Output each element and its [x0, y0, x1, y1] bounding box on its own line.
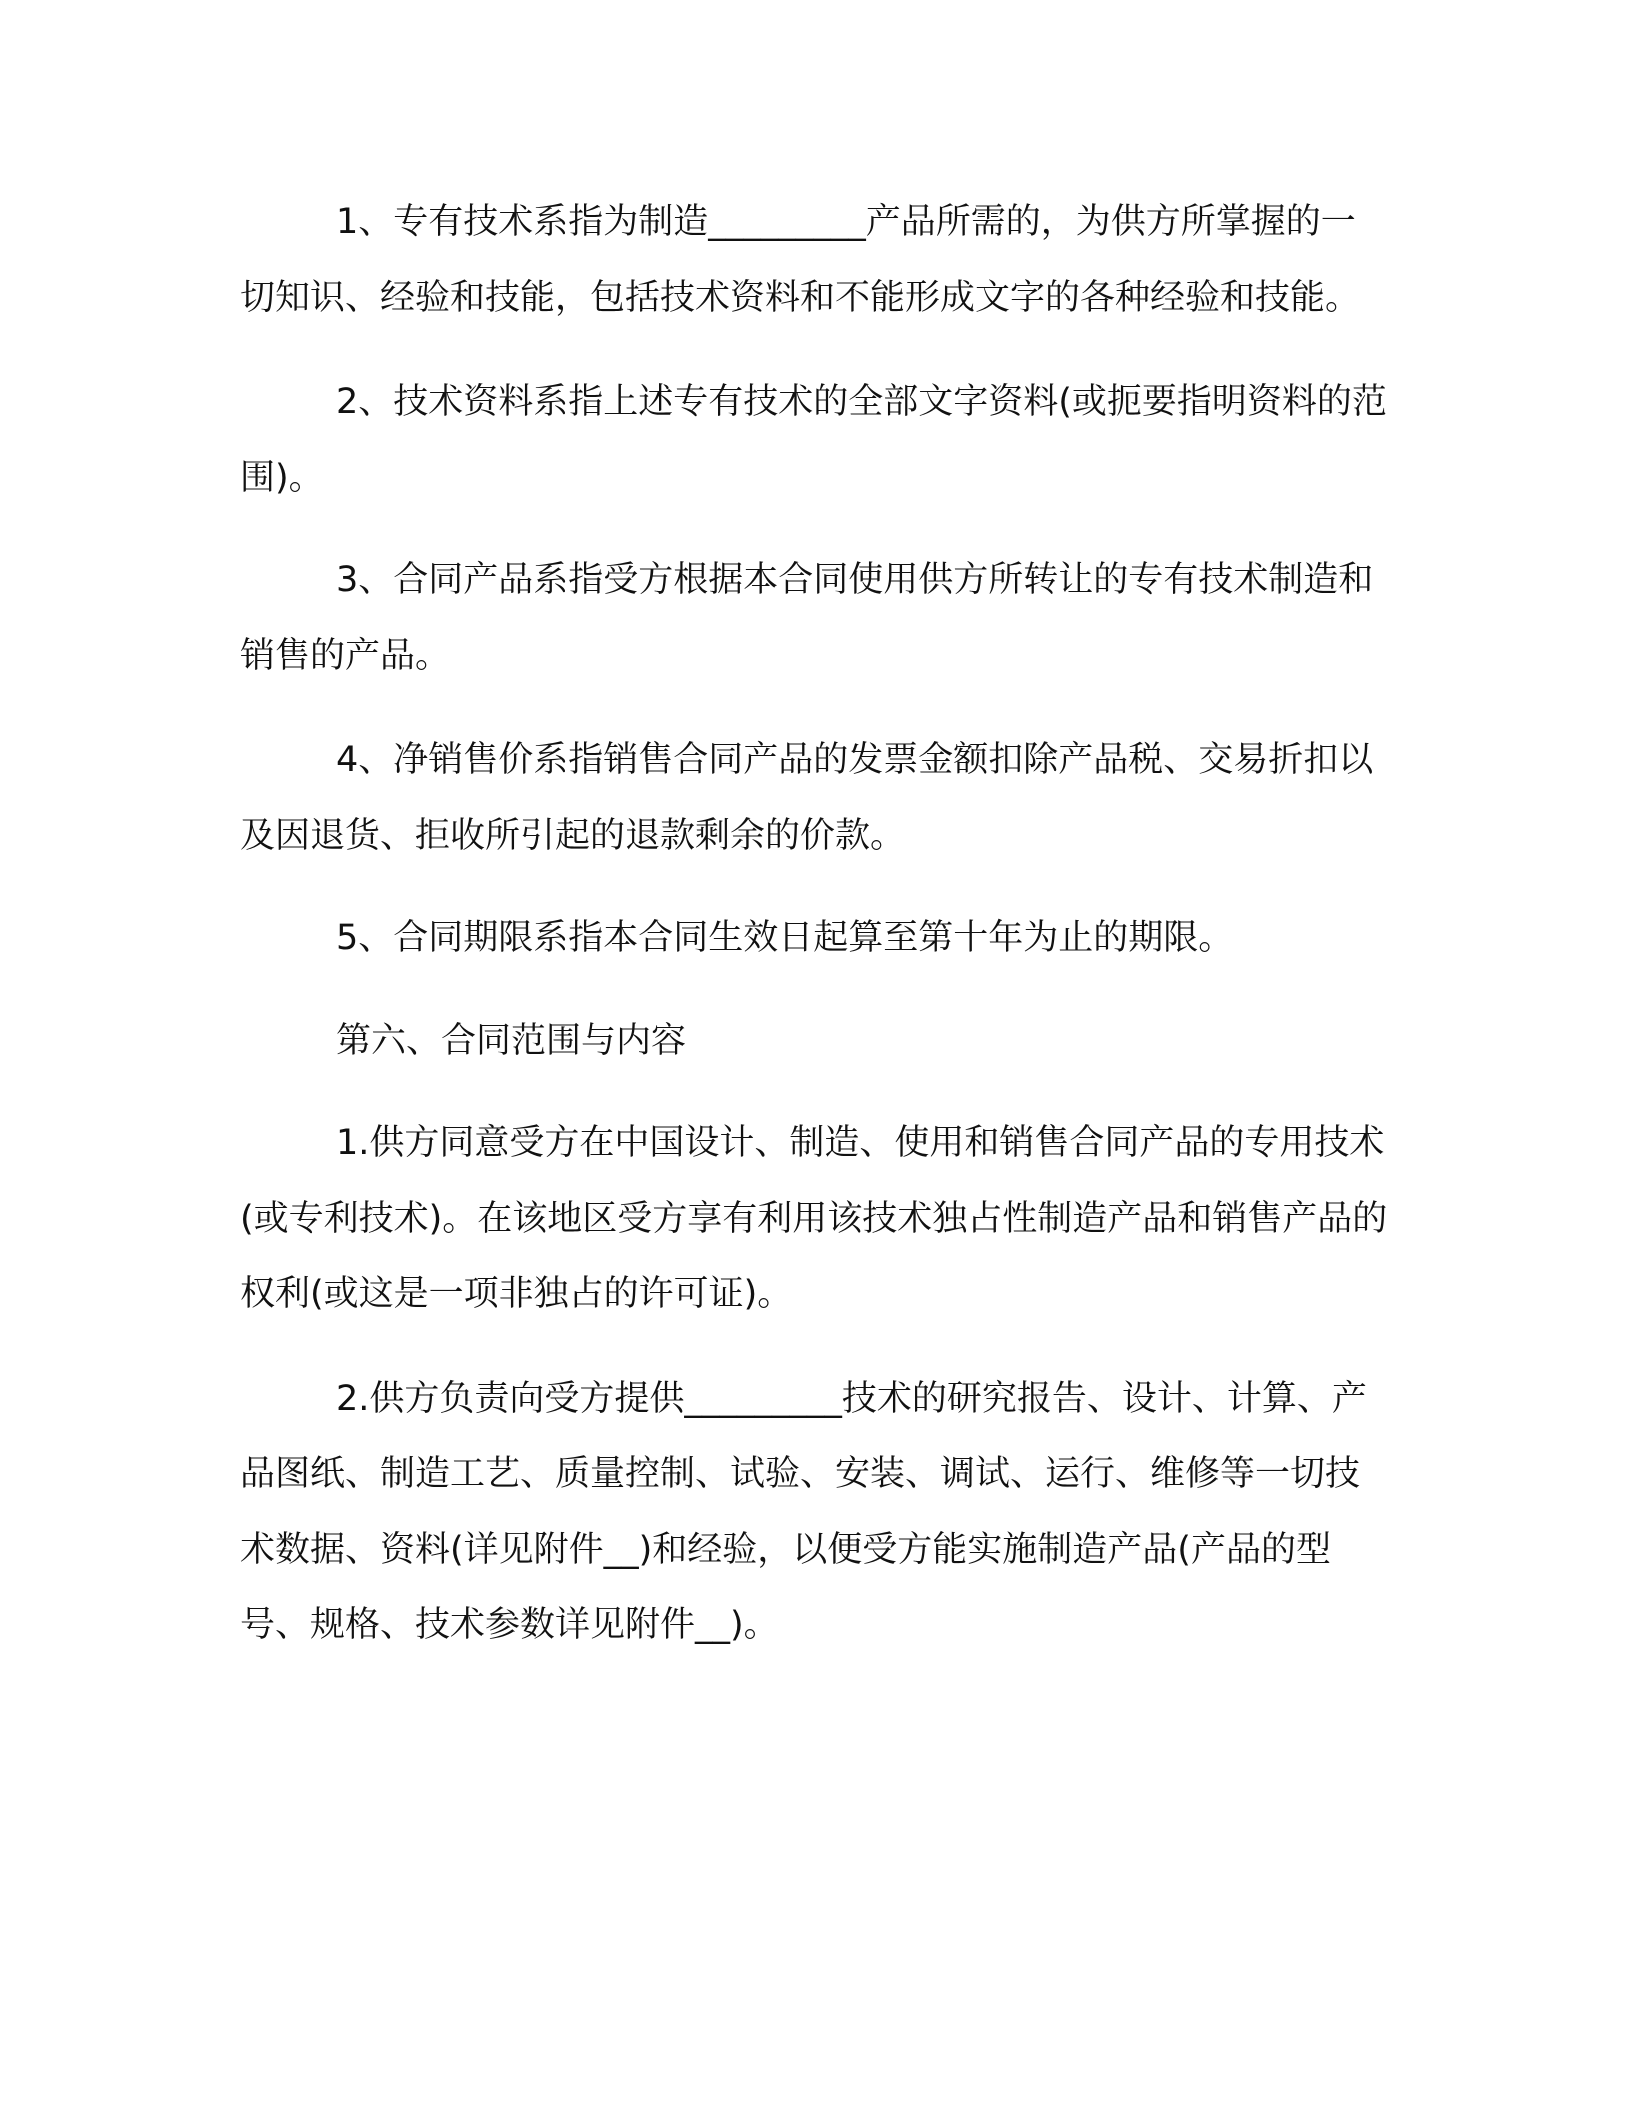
paragraph-definition-net-sales-price: 4、净销售价系指销售合同产品的发票金额扣除产品税、交易折扣以及因退货、拒收所引起的退款剩余的价款。 — [240, 740, 1374, 856]
paragraph-definition-contract-term: 5、合同期限系指本合同生效日起算至第十年为止的期限。 — [336, 918, 1234, 958]
paragraph-definition-contract-product: 3、合同产品系指受方根据本合同使用供方所转让的专有技术制造和销售的产品。 — [240, 560, 1374, 676]
section-heading-scope: 第六、合同范围与内容 — [336, 1020, 687, 1061]
paragraph-definition-technical-data: 2、技术资料系指上述专有技术的全部文字资料(或扼要指明资料的范围)。 — [240, 382, 1387, 498]
paragraph-definition-know-how: 1、专有技术系指为制造_________产品所需的，为供方所掌握的一切知识、经验和技能，包括技术资料和不能形成文字的各种经验和技能。 — [240, 202, 1361, 318]
paragraph-scope-license: 1.供方同意受方在中国设计、制造、使用和销售合同产品的专用技术(或专利技术)。在该地区受方享有利用该技术独占性制造产品和销售产品的权利(或这是一项非独占的许可证)。 — [240, 1123, 1388, 1314]
document-body — [240, 185, 1390, 1664]
paragraph-scope-deliverables: 2.供方负责向受方提供_________技术的研究报告、设计、计算、产品图纸、制造工艺、质量控制、试验、安装、调试、运行、维修等一切技术数据、资料(详见附件__)和经验，以便受方能实施制造产品(产品的型号、规格、技术参数详见附件__)。 — [240, 1378, 1367, 1645]
